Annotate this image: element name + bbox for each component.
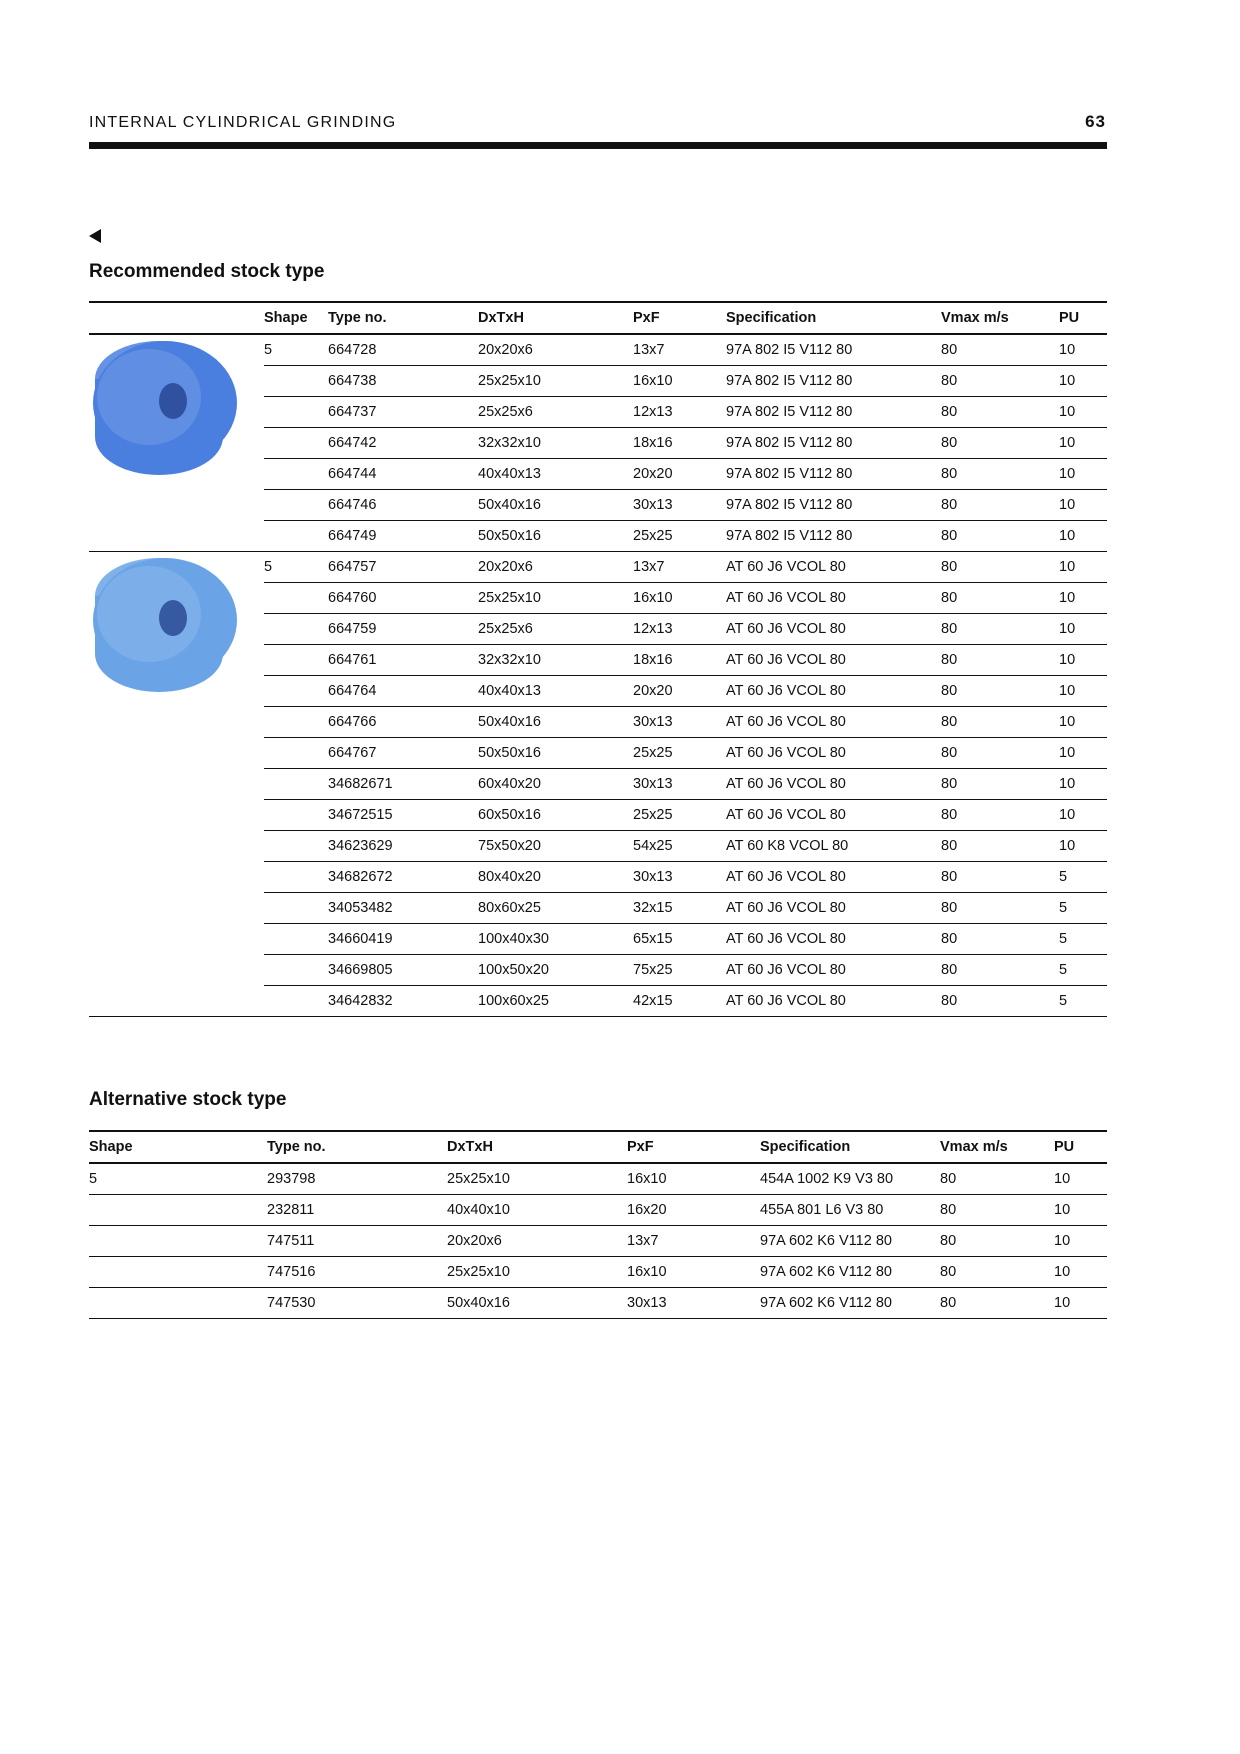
column-header: Vmax m/s — [940, 1131, 1054, 1163]
table-cell: 10 — [1059, 769, 1107, 800]
table-row — [89, 334, 1107, 366]
table-cell — [264, 893, 328, 924]
table-cell — [264, 397, 328, 428]
table-cell: 80x40x20 — [478, 862, 633, 893]
table-cell: 80 — [941, 831, 1059, 862]
table-row — [89, 552, 1107, 583]
table-cell: AT 60 J6 VCOL 80 — [726, 924, 941, 955]
table-cell — [264, 521, 328, 552]
table-cell: 80 — [941, 366, 1059, 397]
table-cell: 18x16 — [633, 645, 726, 676]
table-cell: AT 60 J6 VCOL 80 — [726, 955, 941, 986]
table-cell: 10 — [1059, 366, 1107, 397]
table-cell: 5 — [1059, 986, 1107, 1017]
alternative-stock-table — [89, 1130, 1107, 1319]
table-cell: 80 — [941, 583, 1059, 614]
table-cell: AT 60 J6 VCOL 80 — [726, 800, 941, 831]
table-cell: AT 60 J6 VCOL 80 — [726, 676, 941, 707]
table-header-row — [89, 302, 1107, 334]
table-cell: 60x40x20 — [478, 769, 633, 800]
table-cell: 34669805 — [328, 955, 478, 986]
product-image-cell — [89, 552, 264, 1017]
table-cell: 454A 1002 K9 V3 80 — [760, 1163, 940, 1195]
recommended-stock-table — [89, 301, 1107, 1017]
table-cell: 293798 — [267, 1163, 447, 1195]
table-cell: 32x32x10 — [478, 645, 633, 676]
table-cell: 34660419 — [328, 924, 478, 955]
table-row — [89, 1288, 1107, 1319]
table-cell: 80 — [941, 955, 1059, 986]
table-cell: 747511 — [267, 1226, 447, 1257]
table-cell: 664742 — [328, 428, 478, 459]
table-cell: 664766 — [328, 707, 478, 738]
table-cell: 20x20x6 — [478, 334, 633, 366]
table-cell: 97A 602 K6 V112 80 — [760, 1226, 940, 1257]
table-cell: 80 — [940, 1288, 1054, 1319]
table-cell: 80 — [941, 552, 1059, 583]
table-cell: 664759 — [328, 614, 478, 645]
table-cell: 100x60x25 — [478, 986, 633, 1017]
table-cell: 80 — [941, 428, 1059, 459]
table-cell: 80 — [941, 614, 1059, 645]
table-cell — [264, 490, 328, 521]
table-cell — [264, 738, 328, 769]
column-header: Type no. — [267, 1131, 447, 1163]
table-cell: 34642832 — [328, 986, 478, 1017]
table-cell — [264, 583, 328, 614]
table-cell: 100x40x30 — [478, 924, 633, 955]
table-cell: 97A 802 I5 V112 80 — [726, 397, 941, 428]
table-cell: 30x13 — [633, 769, 726, 800]
table-cell: 30x13 — [633, 862, 726, 893]
table-cell — [89, 1257, 267, 1288]
table-cell — [264, 459, 328, 490]
table-cell: 80 — [941, 334, 1059, 366]
table-cell — [264, 614, 328, 645]
table-cell — [264, 862, 328, 893]
table-cell — [264, 707, 328, 738]
table-cell: 25x25x10 — [447, 1163, 627, 1195]
section-header-title: INTERNAL CYLINDRICAL GRINDING — [89, 114, 397, 131]
table-cell: 60x50x16 — [478, 800, 633, 831]
table-cell: 5 — [1059, 955, 1107, 986]
table-cell: 10 — [1059, 831, 1107, 862]
table-cell: 32x15 — [633, 893, 726, 924]
table-cell: 32x32x10 — [478, 428, 633, 459]
table-cell: 34623629 — [328, 831, 478, 862]
table-cell: 13x7 — [627, 1226, 760, 1257]
table-cell: 10 — [1059, 583, 1107, 614]
table-cell: 13x7 — [633, 552, 726, 583]
table-header-row — [89, 1131, 1107, 1163]
table-cell: 20x20x6 — [447, 1226, 627, 1257]
table-cell: 664746 — [328, 490, 478, 521]
table-cell: 80 — [941, 769, 1059, 800]
table-cell: 50x40x16 — [447, 1288, 627, 1319]
table-cell: AT 60 J6 VCOL 80 — [726, 738, 941, 769]
table-cell: 12x13 — [633, 614, 726, 645]
table-cell: 455A 801 L6 V3 80 — [760, 1195, 940, 1226]
table-cell: 75x50x20 — [478, 831, 633, 862]
table-cell: 34053482 — [328, 893, 478, 924]
table-cell: 10 — [1059, 645, 1107, 676]
table-cell: 50x40x16 — [478, 490, 633, 521]
table-cell — [89, 1226, 267, 1257]
table-cell: 16x20 — [627, 1195, 760, 1226]
table-cell — [264, 676, 328, 707]
table-cell — [89, 1288, 267, 1319]
table-cell: 50x50x16 — [478, 521, 633, 552]
table-cell: 40x40x13 — [478, 459, 633, 490]
column-header: Specification — [760, 1131, 940, 1163]
table-cell: 16x10 — [633, 583, 726, 614]
table-cell: 5 — [1059, 893, 1107, 924]
table-cell: AT 60 J6 VCOL 80 — [726, 893, 941, 924]
table-cell: 80 — [940, 1195, 1054, 1226]
table-cell: 10 — [1059, 428, 1107, 459]
table-cell: 10 — [1059, 521, 1107, 552]
table-cell: 80 — [940, 1163, 1054, 1195]
column-header: PxF — [627, 1131, 760, 1163]
table-cell: 5 — [1059, 924, 1107, 955]
table-cell: AT 60 J6 VCOL 80 — [726, 614, 941, 645]
table-row — [89, 1195, 1107, 1226]
table-cell: 232811 — [267, 1195, 447, 1226]
table-cell: AT 60 J6 VCOL 80 — [726, 862, 941, 893]
table-cell: AT 60 J6 VCOL 80 — [726, 986, 941, 1017]
table-cell: 80 — [941, 800, 1059, 831]
table-cell — [89, 1195, 267, 1226]
table-cell: 13x7 — [633, 334, 726, 366]
table-cell: 10 — [1059, 397, 1107, 428]
table-cell: 5 — [264, 334, 328, 366]
table-cell: 100x50x20 — [478, 955, 633, 986]
table-cell: 97A 602 K6 V112 80 — [760, 1257, 940, 1288]
table-cell: 18x16 — [633, 428, 726, 459]
table-cell: 10 — [1054, 1288, 1107, 1319]
table-cell: 80 — [940, 1226, 1054, 1257]
table-cell: 25x25x6 — [478, 397, 633, 428]
table-cell: 16x10 — [627, 1257, 760, 1288]
table-cell — [264, 769, 328, 800]
table-cell: AT 60 J6 VCOL 80 — [726, 707, 941, 738]
table-cell: 80 — [941, 986, 1059, 1017]
table-row — [89, 1257, 1107, 1288]
image-column-header — [89, 302, 264, 334]
table-cell — [264, 955, 328, 986]
table-cell: AT 60 J6 VCOL 80 — [726, 552, 941, 583]
header-rule — [89, 142, 1107, 149]
alternative-stock-title: Alternative stock type — [89, 1089, 287, 1110]
table-cell: 80 — [941, 490, 1059, 521]
product-image-cell — [89, 334, 264, 552]
page-number: 63 — [1085, 112, 1106, 131]
column-header: Shape — [89, 1131, 267, 1163]
table-cell: 10 — [1059, 614, 1107, 645]
column-header: DxTxH — [447, 1131, 627, 1163]
table-cell: AT 60 J6 VCOL 80 — [726, 645, 941, 676]
table-row — [89, 1226, 1107, 1257]
table-cell — [264, 924, 328, 955]
table-cell: 5 — [1059, 862, 1107, 893]
table-cell: 20x20 — [633, 459, 726, 490]
table-cell: 80 — [941, 397, 1059, 428]
table-cell: 664744 — [328, 459, 478, 490]
column-header: PU — [1054, 1131, 1107, 1163]
table-cell: 80 — [941, 893, 1059, 924]
table-cell: 75x25 — [633, 955, 726, 986]
table-cell — [264, 800, 328, 831]
table-cell: 80 — [941, 645, 1059, 676]
table-cell: 16x10 — [627, 1163, 760, 1195]
table-cell: 97A 802 I5 V112 80 — [726, 521, 941, 552]
table-cell: 80 — [940, 1257, 1054, 1288]
table-cell: 10 — [1054, 1163, 1107, 1195]
table-cell: 97A 802 I5 V112 80 — [726, 490, 941, 521]
table-cell: 80 — [941, 738, 1059, 769]
table-cell: 10 — [1054, 1226, 1107, 1257]
table-cell: 10 — [1059, 459, 1107, 490]
table-cell: 747530 — [267, 1288, 447, 1319]
table-cell: 25x25x6 — [478, 614, 633, 645]
table-cell: 30x13 — [627, 1288, 760, 1319]
table-cell: 80 — [941, 924, 1059, 955]
table-cell: 80x60x25 — [478, 893, 633, 924]
table-cell: 97A 802 I5 V112 80 — [726, 334, 941, 366]
table-cell: 20x20 — [633, 676, 726, 707]
table-cell: 25x25 — [633, 738, 726, 769]
column-header: PU — [1059, 302, 1107, 334]
table-cell: 97A 602 K6 V112 80 — [760, 1288, 940, 1319]
table-cell: 10 — [1059, 552, 1107, 583]
table-cell: 80 — [941, 459, 1059, 490]
table-cell: 20x20x6 — [478, 552, 633, 583]
table-cell: 54x25 — [633, 831, 726, 862]
table-cell: 25x25 — [633, 521, 726, 552]
table-cell: 664761 — [328, 645, 478, 676]
table-cell: 97A 802 I5 V112 80 — [726, 366, 941, 397]
table-cell: 97A 802 I5 V112 80 — [726, 459, 941, 490]
table-row — [89, 1163, 1107, 1195]
column-header: DxTxH — [478, 302, 633, 334]
table-cell: 664764 — [328, 676, 478, 707]
table-cell: 80 — [941, 862, 1059, 893]
column-header: PxF — [633, 302, 726, 334]
table-cell: 25x25 — [633, 800, 726, 831]
blue-grinding-wheel-image — [89, 339, 239, 479]
table-cell: 664728 — [328, 334, 478, 366]
table-cell: 50x50x16 — [478, 738, 633, 769]
table-cell: 34682672 — [328, 862, 478, 893]
table-cell: 10 — [1054, 1195, 1107, 1226]
table-cell: 25x25x10 — [478, 366, 633, 397]
table-cell: 34672515 — [328, 800, 478, 831]
table-cell: AT 60 K8 VCOL 80 — [726, 831, 941, 862]
table-cell: 10 — [1059, 800, 1107, 831]
column-header: Shape — [264, 302, 328, 334]
table-cell: 80 — [941, 707, 1059, 738]
table-cell: 34682671 — [328, 769, 478, 800]
table-cell — [264, 831, 328, 862]
table-cell: 10 — [1059, 334, 1107, 366]
table-cell: AT 60 J6 VCOL 80 — [726, 769, 941, 800]
table-cell: 5 — [264, 552, 328, 583]
table-cell: 664749 — [328, 521, 478, 552]
table-cell: 40x40x13 — [478, 676, 633, 707]
table-cell: 664737 — [328, 397, 478, 428]
table-cell: 664738 — [328, 366, 478, 397]
table-cell: 42x15 — [633, 986, 726, 1017]
table-cell: 25x25x10 — [447, 1257, 627, 1288]
table-cell — [264, 366, 328, 397]
table-cell: 10 — [1054, 1257, 1107, 1288]
table-cell: 664767 — [328, 738, 478, 769]
table-cell: 10 — [1059, 490, 1107, 521]
table-cell: 97A 802 I5 V112 80 — [726, 428, 941, 459]
table-cell: 50x40x16 — [478, 707, 633, 738]
column-header: Type no. — [328, 302, 478, 334]
table-cell: 80 — [941, 676, 1059, 707]
table-cell: AT 60 J6 VCOL 80 — [726, 583, 941, 614]
table-cell: 16x10 — [633, 366, 726, 397]
table-cell: 80 — [941, 521, 1059, 552]
table-cell: 10 — [1059, 707, 1107, 738]
table-cell: 664757 — [328, 552, 478, 583]
table-cell: 10 — [1059, 738, 1107, 769]
table-cell: 747516 — [267, 1257, 447, 1288]
table-cell: 30x13 — [633, 490, 726, 521]
table-cell: 5 — [89, 1163, 267, 1195]
recommended-stock-title: Recommended stock type — [89, 261, 325, 282]
column-header: Vmax m/s — [941, 302, 1059, 334]
table-cell — [264, 645, 328, 676]
table-cell: 40x40x10 — [447, 1195, 627, 1226]
table-cell: 10 — [1059, 676, 1107, 707]
column-header: Specification — [726, 302, 941, 334]
table-cell — [264, 986, 328, 1017]
table-cell: 12x13 — [633, 397, 726, 428]
back-arrow-icon[interactable] — [89, 229, 101, 243]
table-cell: 664760 — [328, 583, 478, 614]
table-cell: 30x13 — [633, 707, 726, 738]
table-cell: 65x15 — [633, 924, 726, 955]
light-blue-grinding-wheel-image — [89, 556, 239, 696]
table-cell — [264, 428, 328, 459]
table-cell: 25x25x10 — [478, 583, 633, 614]
